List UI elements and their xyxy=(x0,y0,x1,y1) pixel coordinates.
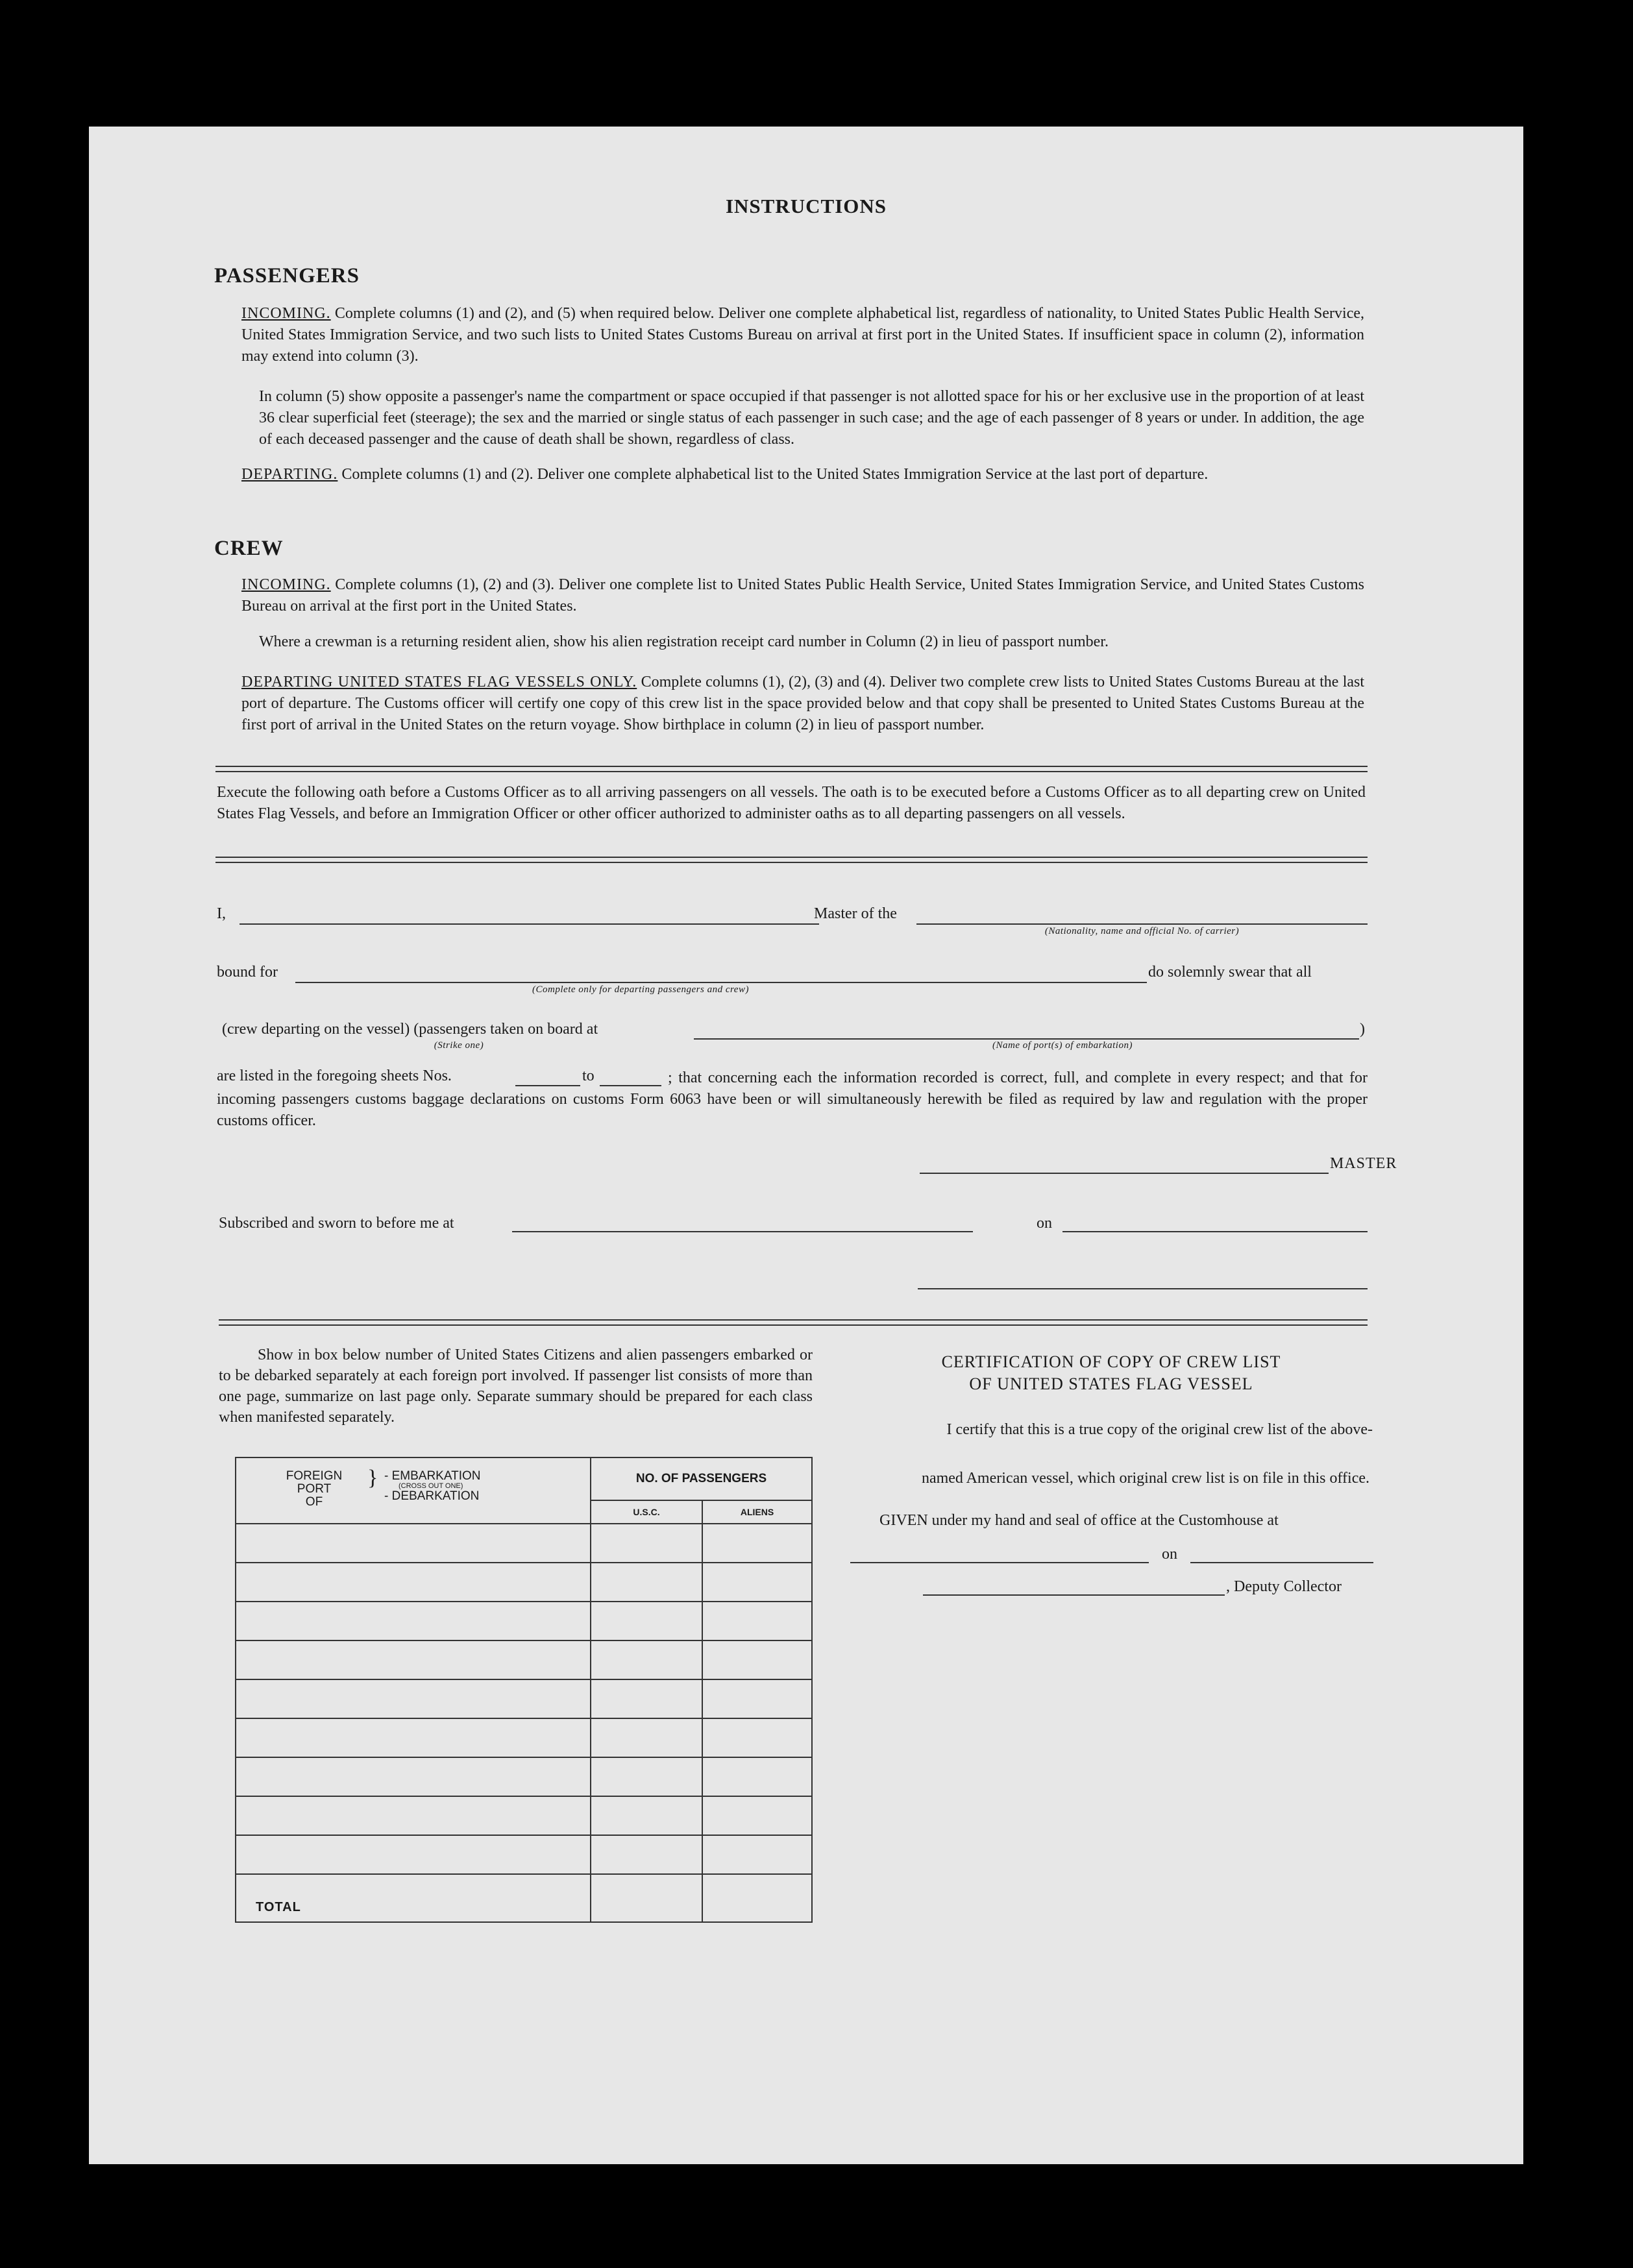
port-cell[interactable] xyxy=(236,1757,591,1796)
oath-intro: Execute the following oath before a Customs Officer as to all arriving passengers on all vessels. The oath is to be executed before a Customs Officer as to all departing crew on United States Flag Vessels, and before an Immigration Officer or other officer authorized to administer oaths as to all departing passengers on all vessels. xyxy=(217,784,1366,822)
header-port: PORT xyxy=(297,1482,332,1496)
aliens-cell[interactable] xyxy=(702,1640,812,1679)
certification-heading-line1: CERTIFICATION OF COPY OF CREW LIST xyxy=(941,1352,1281,1371)
aliens-header: ALIENS xyxy=(702,1500,812,1524)
master-of-label: Master of the xyxy=(814,905,897,922)
crew-heading: CREW xyxy=(214,537,284,560)
section-divider xyxy=(219,1319,1368,1326)
passengers-departing-text: Complete columns (1) and (2). Deliver one complete alphabetical list to the United States Immigration Service at the last port of departure. xyxy=(341,466,1209,483)
passenger-summary-table xyxy=(235,1457,813,1923)
page-title: INSTRUCTIONS xyxy=(725,195,887,217)
table-row xyxy=(236,1602,812,1640)
subscribed-label: Subscribed and sworn to before me at xyxy=(219,1215,454,1232)
bound-for-label: bound for xyxy=(217,964,278,981)
section-divider xyxy=(215,766,1368,772)
crew-departing-label: DEPARTING UNITED STATES FLAG VESSELS ONLY. xyxy=(241,674,637,690)
usc-cell[interactable] xyxy=(591,1757,702,1796)
port-cell[interactable] xyxy=(236,1835,591,1874)
passengers-heading: PASSENGERS xyxy=(214,264,360,287)
deputy-collector-label: , Deputy Collector xyxy=(1226,1578,1342,1595)
header-of: OF xyxy=(305,1495,323,1509)
total-usc-cell[interactable] xyxy=(591,1874,702,1922)
certification-on-label: on xyxy=(1162,1546,1177,1563)
header-embarkation: - EMBARKATION xyxy=(384,1469,481,1483)
crew-departing-label: (crew departing on the vessel) (passengers taken on board at xyxy=(222,1021,598,1038)
crew-resident-paragraph: Where a crewman is a returning resident alien, show his alien registration receipt card number in Column (2) in lieu of passport number. xyxy=(259,633,1109,650)
passengers-column5-paragraph: In column (5) show opposite a passenger's name the compartment or space occupied if that passenger is not allotted space for his or her exclusive use in the proportion of at least 36 clear superficial feet (steerage); the sex and the married or single status of each passenger in such case; and the age of each passenger of 8 years or under. In addition, the age of each deceased passenger and the cause of death shall be shown, regardless of class. xyxy=(259,388,1364,448)
listed-pre-label: are listed in the foregoing sheets Nos. xyxy=(217,1067,452,1084)
certification-heading xyxy=(845,1351,1377,1395)
usc-cell[interactable] xyxy=(591,1563,702,1602)
oath-i-label: I, xyxy=(217,905,226,922)
port-cell[interactable] xyxy=(236,1796,591,1835)
aliens-cell[interactable] xyxy=(702,1563,812,1602)
document-page xyxy=(89,127,1523,2164)
no-passengers-header: NO. OF PASSENGERS xyxy=(591,1457,812,1500)
summary-instructions: Show in box below number of United States Citizens and alien passengers embarked or to be debarked separately at each foreign port involved. If passenger list consists of more than one page, summarize on last page only. Separate summary should be prepared for each class when manifested separately. xyxy=(219,1347,813,1426)
complete-caption: (Complete only for departing passengers and crew) xyxy=(532,984,749,995)
aliens-cell[interactable] xyxy=(702,1757,812,1796)
usc-cell[interactable] xyxy=(591,1796,702,1835)
header-debarkation: - DEBARKATION xyxy=(384,1489,480,1503)
port-cell[interactable] xyxy=(236,1718,591,1757)
total-label: TOTAL xyxy=(236,1874,591,1922)
crew-incoming-paragraph xyxy=(241,574,1364,617)
crew-departing-text: Complete columns (1), (2), (3) and (4). Deliver two complete crew lists to United States Customs Bureau at the last port of departure. The Customs officer will certify one copy of this crew list in the space provided below and that copy shall be presented to United States Customs Bureau at the first port of arrival in the United States on the return voyage. Show birthplace in column (2) in lieu of passport number. xyxy=(241,674,1365,733)
certification-date-line[interactable] xyxy=(1190,1562,1373,1563)
passengers-incoming-label: INCOMING. xyxy=(241,305,331,322)
master-signature-line[interactable] xyxy=(920,1173,1329,1174)
port-cell[interactable] xyxy=(236,1602,591,1640)
port-cell[interactable] xyxy=(236,1563,591,1602)
table-row xyxy=(236,1835,812,1874)
ports-line[interactable] xyxy=(694,1038,1359,1040)
subscribed-on-label: on xyxy=(1037,1215,1052,1232)
port-header-cell xyxy=(236,1457,591,1524)
listed-rest-paragraph: ; that concerning each the information recorded is correct, full, and complete in every respect; and that for incoming passengers customs baggage declarations on customs Form 6063 have been or will simultaneously herewith be filed as required by law and regulation with the proper customs officer. xyxy=(217,1069,1368,1129)
port-cell[interactable] xyxy=(236,1640,591,1679)
table-row xyxy=(236,1796,812,1835)
aliens-cell[interactable] xyxy=(702,1835,812,1874)
crew-incoming-label: INCOMING. xyxy=(241,576,331,593)
header-cross-out: (CROSS OUT ONE) xyxy=(399,1482,463,1490)
aliens-cell[interactable] xyxy=(702,1718,812,1757)
total-row xyxy=(236,1874,812,1922)
certify-line1: I certify that this is a true copy of the original crew list of the above- xyxy=(946,1421,1373,1438)
total-aliens-cell[interactable] xyxy=(702,1874,812,1922)
passengers-incoming-text: Complete columns (1) and (2), and (5) when required below. Deliver one complete alphabetical list, regardless of nationality, to United States Public Health Service, United States Immigration Service, and two such lists to United States Customs Bureau on arrival at first port in the United States. If insufficient space in column (2), information may extend into column (3). xyxy=(241,305,1365,365)
ports-caption: (Name of port(s) of embarkation) xyxy=(992,1040,1133,1051)
table-row xyxy=(236,1718,812,1757)
passengers-incoming-paragraph xyxy=(241,303,1364,367)
bound-for-line[interactable] xyxy=(295,982,1147,983)
customhouse-line[interactable] xyxy=(850,1562,1149,1563)
officer-signature-line[interactable] xyxy=(918,1288,1368,1289)
table-row xyxy=(236,1679,812,1718)
usc-cell[interactable] xyxy=(591,1718,702,1757)
passengers-departing-label: DEPARTING. xyxy=(241,466,338,483)
header-foreign: FOREIGN xyxy=(286,1469,343,1483)
section-divider xyxy=(215,857,1368,863)
table-row xyxy=(236,1640,812,1679)
passengers-departing-paragraph xyxy=(241,464,1364,485)
subscribed-place-line[interactable] xyxy=(512,1231,973,1232)
master-label: MASTER xyxy=(1330,1155,1397,1172)
usc-cell[interactable] xyxy=(591,1602,702,1640)
strike-caption: (Strike one) xyxy=(434,1040,484,1051)
certification-heading-line2: OF UNITED STATES FLAG VESSEL xyxy=(969,1374,1253,1393)
table-row xyxy=(236,1757,812,1796)
brace-icon: } xyxy=(367,1466,378,1490)
crew-departing-paragraph xyxy=(241,672,1364,736)
master-name-line[interactable] xyxy=(239,923,819,925)
aliens-cell[interactable] xyxy=(702,1602,812,1640)
nationality-caption: (Nationality, name and official No. of carrier) xyxy=(1044,926,1240,936)
certify-line2: named American vessel, which original crew list is on file in this office. xyxy=(921,1470,1369,1487)
usc-cell[interactable] xyxy=(591,1524,702,1563)
given-line: GIVEN under my hand and seal of office at the Customhouse at xyxy=(879,1512,1279,1529)
table-row xyxy=(236,1524,812,1563)
usc-cell[interactable] xyxy=(591,1640,702,1679)
carrier-line[interactable] xyxy=(916,923,1368,925)
usc-cell[interactable] xyxy=(591,1835,702,1874)
listed-to-label: to xyxy=(582,1067,595,1084)
close-paren: ) xyxy=(1360,1021,1365,1038)
aliens-cell[interactable] xyxy=(702,1524,812,1563)
usc-header: U.S.C. xyxy=(591,1500,702,1524)
deputy-signature-line[interactable] xyxy=(923,1594,1225,1596)
port-cell[interactable] xyxy=(236,1524,591,1563)
crew-incoming-text: Complete columns (1), (2) and (3). Deliver one complete list to United States Public Health Service, United States Immigration Service, and United States Customs Bureau on arrival at the first port in the United States. xyxy=(241,576,1364,615)
table-row xyxy=(236,1563,812,1602)
usc-cell[interactable] xyxy=(591,1679,702,1718)
aliens-cell[interactable] xyxy=(702,1796,812,1835)
port-cell[interactable] xyxy=(236,1679,591,1718)
aliens-cell[interactable] xyxy=(702,1679,812,1718)
do-swear-label: do solemnly swear that all xyxy=(1148,964,1312,981)
subscribed-date-line[interactable] xyxy=(1062,1231,1368,1232)
